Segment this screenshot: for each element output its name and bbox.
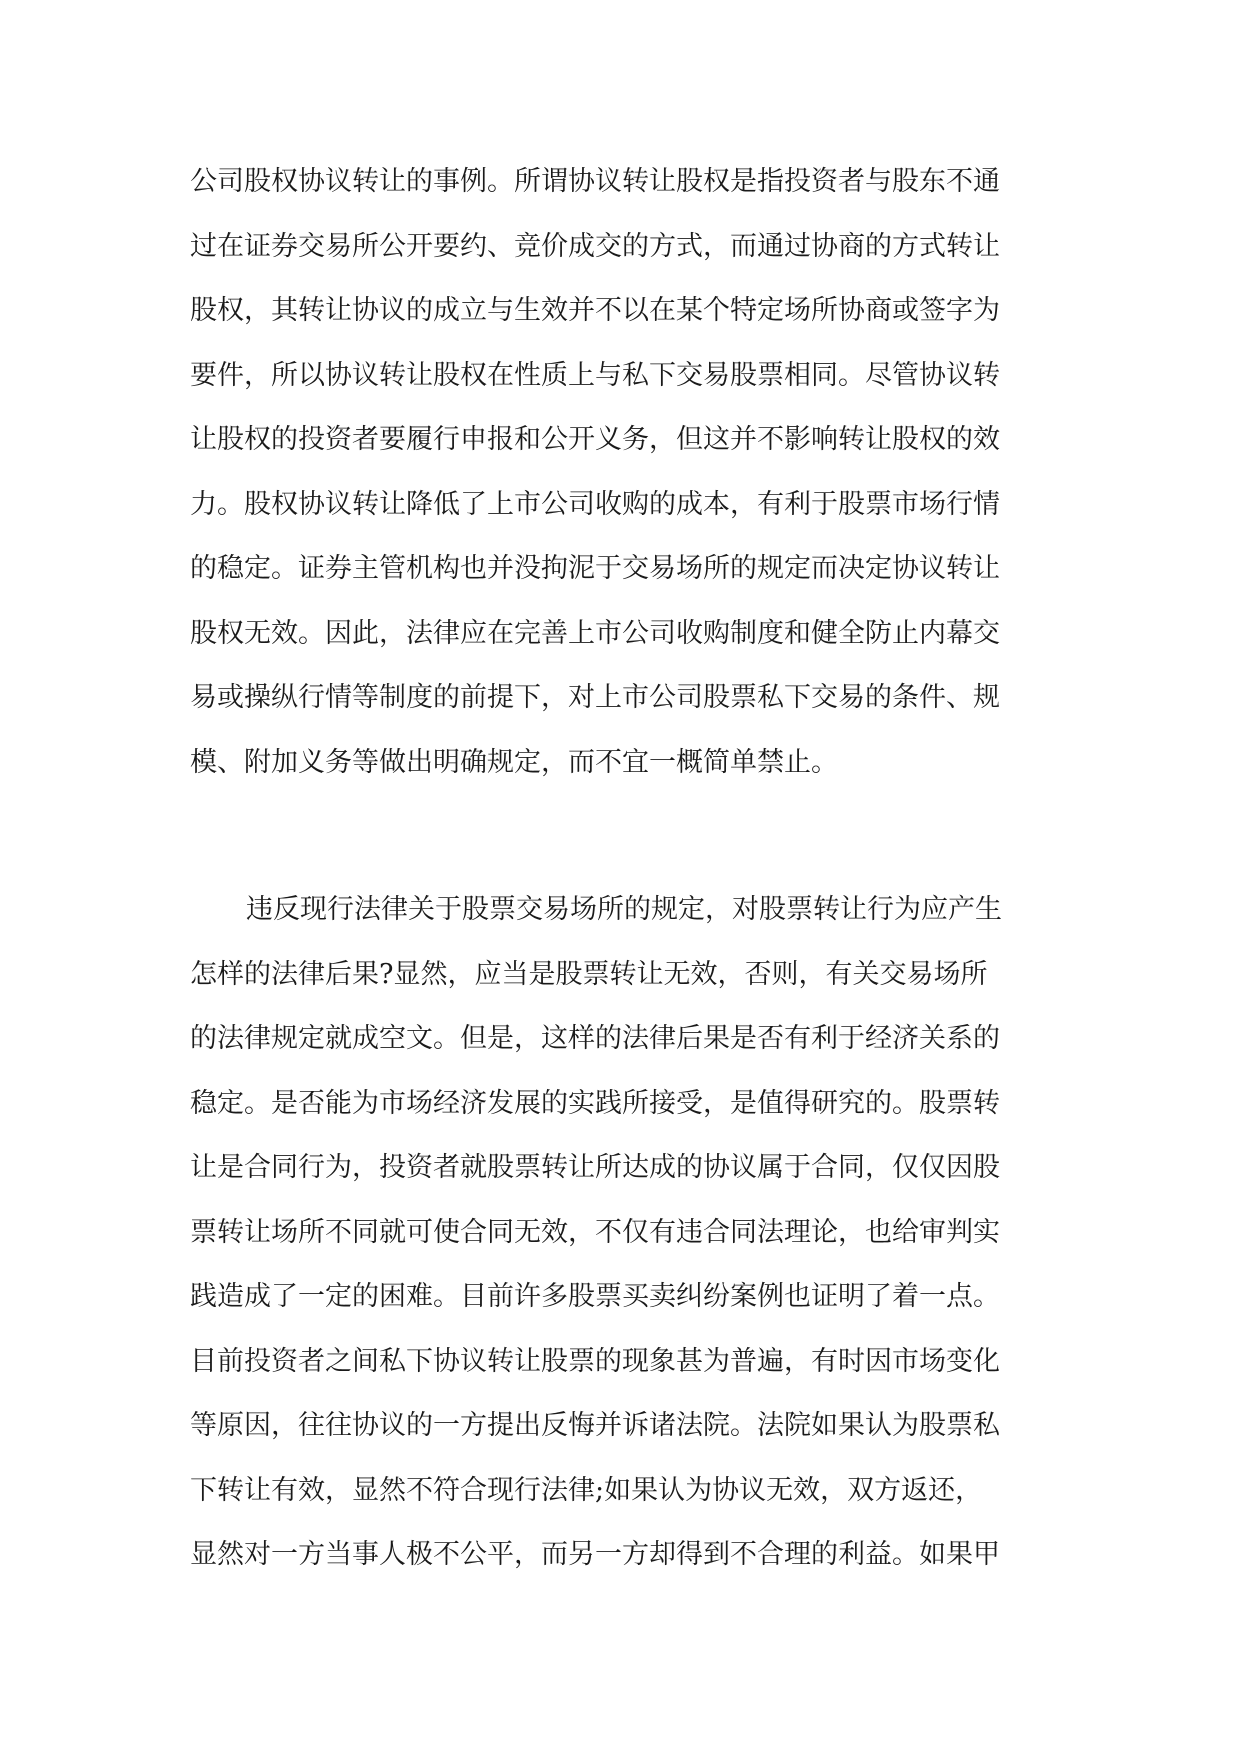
text-line: 让股权的投资者要履行申报和公开义务，但这并不影响转让股权的效 (190, 424, 1000, 455)
text-line: 违反现行法律关于股票交易场所的规定，对股票转让行为应产生 (246, 894, 1002, 925)
text-line: 股权无效。因此，法律应在完善上市公司收购制度和健全防止内幕交 (190, 617, 1000, 649)
text-line: 模、附加义务等做出明确规定，而不宜一概简单禁止。 (190, 746, 838, 778)
text-line: 践造成了一定的困难。目前许多股票买卖纠纷案例也证明了着一点。 (190, 1281, 1000, 1312)
paragraph-2 (190, 878, 1056, 1588)
text-line: 目前投资者之间私下协议转让股票的现象甚为普遍，有时因市场变化 (190, 1345, 1000, 1377)
text-line: 稳定。是否能为市场经济发展的实践所接受，是值得研究的。股票转 (190, 1087, 1000, 1119)
text-line: 的稳定。证券主管机构也并没拘泥于交易场所的规定而决定协议转让 (190, 553, 1000, 584)
text-line: 下转让有效，显然不符合现行法律;如果认为协议无效，双方返还， (190, 1474, 983, 1506)
text-line: 易或操纵行情等制度的前提下，对上市公司股票私下交易的条件、规 (190, 682, 1000, 713)
text-line: 让是合同行为，投资者就股票转让所达成的协议属于合同，仅仅因股 (190, 1152, 1000, 1183)
text-line: 显然对一方当事人极不公平，而另一方却得到不合理的利益。如果甲 (190, 1539, 1000, 1570)
text-line: 公司股权协议转让的事例。所谓协议转让股权是指投资者与股东不通 (190, 166, 1000, 197)
text-line: 等原因，往往协议的一方提出反悔并诉诸法院。法院如果认为股票私 (190, 1410, 1000, 1441)
text-line: 过在证券交易所公开要约、竞价成交的方式，而通过协商的方式转让 (190, 230, 1000, 262)
text-line: 要件，所以协议转让股权在性质上与私下交易股票相同。尽管协议转 (190, 359, 1000, 391)
text-line: 力。股权协议转让降低了上市公司收购的成本，有利于股票市场行情 (190, 488, 1000, 520)
text-line: 票转让场所不同就可使合同无效，不仅有违合同法理论，也给审判实 (190, 1216, 1000, 1248)
text-line: 怎样的法律后果?显然，应当是股票转让无效，否则，有关交易场所 (190, 958, 988, 990)
paragraph-1 (190, 150, 1056, 795)
text-line: 股权，其转让协议的成立与生效并不以在某个特定场所协商或签字为 (190, 295, 1000, 326)
text-line: 的法律规定就成空文。但是，这样的法律后果是否有利于经济关系的 (190, 1023, 1000, 1054)
